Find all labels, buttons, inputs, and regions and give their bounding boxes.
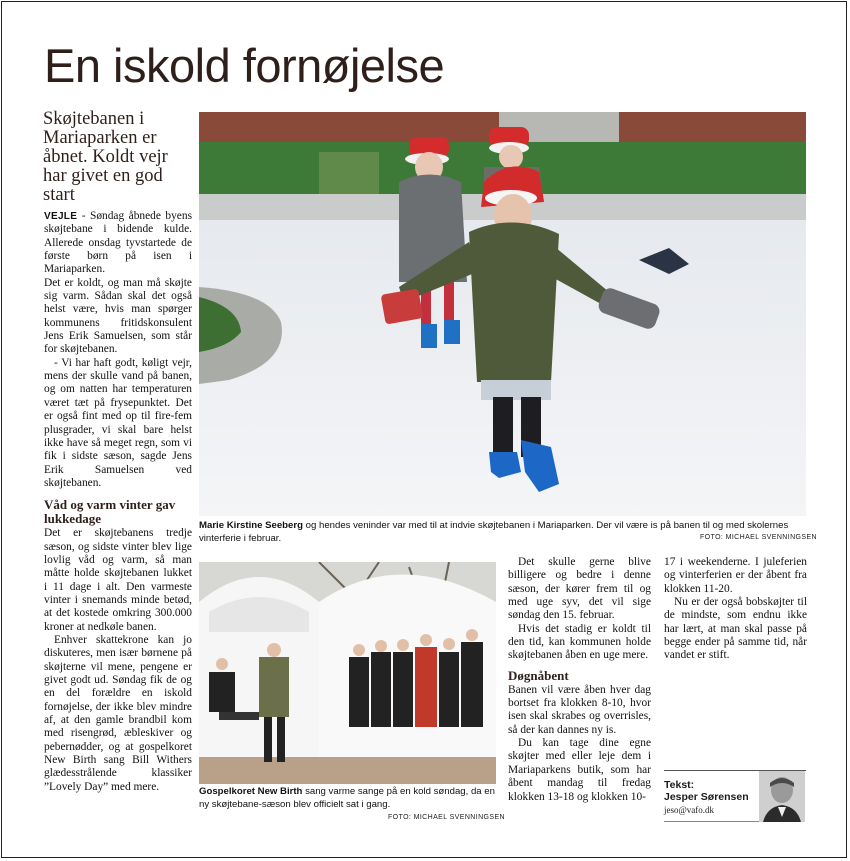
skater-girl-photo bbox=[199, 112, 806, 516]
paragraph: Enhver skattekrone kan jo diskuteres, men især børnene på skøjterne vil mene, pengene er givet godt ud. Søndag fik de og en del forældre en iskold fornøjelse, der ikke blev mindre af, at den gamle brandbil kom med risengrød, æbleskiver og pebernødder, og at gospelkoret New Birth sang Bill Withers glædesstrålende klassiker ”Lovely Day” med mere. bbox=[44, 633, 192, 793]
paragraph: Det er koldt, og man må skøjte sig varm. Sådan skal det også helst være, hvis man spørger kommunens fritidskonsulent Jens Erik Samuelsen, som står for skøjtebanen. bbox=[44, 276, 192, 356]
headline: En iskold fornøjelse bbox=[44, 39, 445, 92]
byline bbox=[664, 779, 749, 817]
dateline: VEJLE bbox=[44, 211, 78, 222]
main-photo-caption bbox=[199, 520, 806, 545]
column-3 bbox=[508, 556, 651, 804]
byline-email: jeso@vafo.dk bbox=[664, 805, 715, 815]
paragraph: Hvis det stadig er koldt til den tid, kan kommunen holde skøjtebanen åben en uge mere. bbox=[508, 622, 651, 662]
section-heading: Våd og varm vinter gav lukkedage bbox=[44, 497, 176, 527]
paragraph: Nu er der også bobskøjter til de mindste, som endnu ikke har lært, at man skal passe på begge ender på samme tid, når vandet er stift. bbox=[664, 596, 807, 662]
gospel-choir-photo bbox=[199, 562, 496, 784]
photo-credit: FOTO: MICHAEL SVENNINGSEN bbox=[388, 814, 505, 821]
byline-bottom-divider bbox=[664, 821, 760, 822]
caption-text: sang varme sange på en kold søndag, da en ny skøjtebane-sæson blev officielt sat i gang. bbox=[199, 786, 495, 810]
paragraph: Det skulle gerne blive billigere og bedre i denne sæson, der kører frem til og med uge syv, det vil sige søndag den 15. februar. bbox=[508, 556, 651, 622]
column-1 bbox=[44, 210, 192, 794]
photo-credit: FOTO: MICHAEL SVENNINGSEN bbox=[700, 534, 817, 541]
paragraph: 17 i weekenderne. I juleferien og vinterferien er der åbent fra klokken 11-20. bbox=[664, 556, 807, 595]
caption-name: Gospelkoret New Birth bbox=[199, 786, 303, 797]
section-heading: Døgnåbent bbox=[508, 667, 569, 683]
column-4 bbox=[664, 556, 807, 663]
author-portrait bbox=[759, 771, 805, 822]
paragraph: - Vi har haft godt, køligt vejr, mens der skulle vand på banen, og om natten har temperaturen været tæt på frysepunktet. Det er også fint med op til fire-fem plusgrader, vi skal bare helst ikke have så meget regn, som vi fik i sidste sæson, sagde Jens Erik Samuelsen ved skøjtebanen. bbox=[44, 356, 192, 489]
main-photo bbox=[199, 112, 806, 516]
paragraph: Det er skøjtebanens tredje sæson, og sidste vinter blev lige lovlig våd og varm, så man måtte holde skøjtebanen lukket i 11 dage i alt. Den varmeste vinter i snemands minde betød, at det kostede omkring 300.000 kroner at nedkøle banen. bbox=[44, 527, 192, 633]
caption-name: Marie Kirstine Seeberg bbox=[199, 520, 303, 531]
byline-label: Tekst: bbox=[664, 779, 695, 791]
caption-text: og hendes veninder var med til at indvie skøjtebanen i Mariaparken. Der vil være is på banen til og med skolernes vinterferie i februar. bbox=[199, 520, 789, 544]
author-portrait-icon bbox=[759, 771, 805, 822]
subhead: Skøjtebanen i Mariaparken er åbnet. Koldt vejr har givet en god start bbox=[43, 109, 168, 205]
byline-author: Jesper Sørensen bbox=[664, 791, 749, 803]
choir-photo bbox=[199, 562, 496, 784]
choir-photo-caption bbox=[199, 786, 499, 811]
paragraph: Du kan tage dine egne skøjter med eller leje dem i Mariaparkens butik, som har åbent mandag til fredag klokken 13-18 og klokken 10- bbox=[508, 737, 651, 803]
paragraph: Banen vil være åben hver dag bortset fra klokken 8-10, hvor isen skal skrabes og overrisles, så der kan dannes ny is. bbox=[508, 683, 651, 736]
paragraph: - Søndag åbnede byens skøjtebane i bidende kulde. Allerede onsdag tyvstartede de første børn på isen i Mariaparken. bbox=[44, 210, 192, 276]
